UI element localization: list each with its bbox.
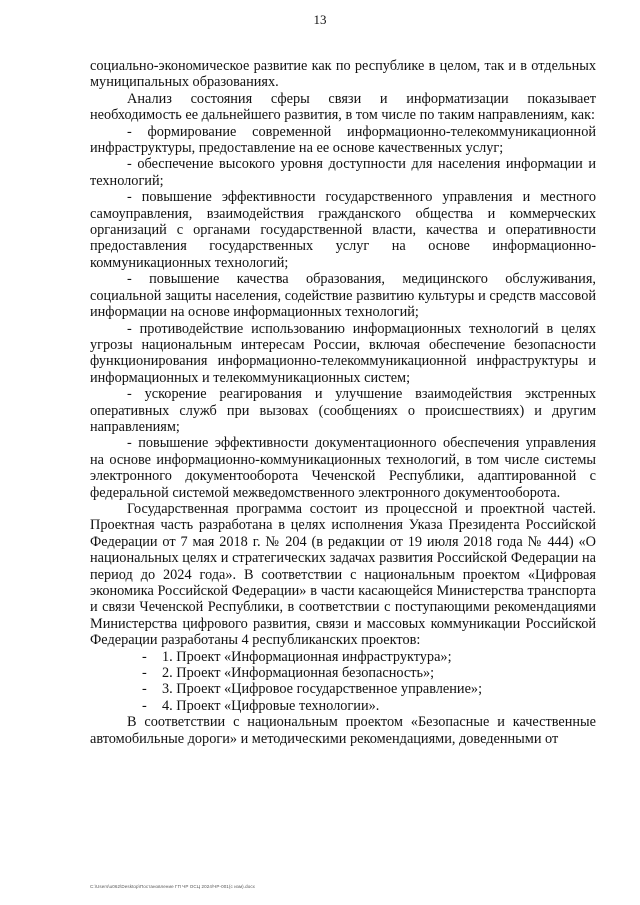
paragraph-continuation: социально-экономическое развитие как по республике в целом, так и в отдельных муниципальных образованиях. — [90, 58, 596, 91]
document-body — [90, 58, 596, 747]
paragraph-closing: В соответствии с национальным проектом «Безопасные и качественные автомобильные дороги» и методическими рекомендациями, доведенными от — [90, 714, 596, 747]
project-list-item: - 4. Проект «Цифровые технологии». — [142, 697, 380, 714]
direction-item-emergency: - ускорение реагирования и улучшение взаимодействия экстренных оперативных служб при вызовах (сообщениях о происшествиях) и другим направлениям; — [90, 386, 596, 435]
direction-item-social: - повышение качества образования, медицинского обслуживания, социальной защиты населения, содействие развитию культуры и средств массовой информации на основе информационных технологий; — [90, 271, 596, 321]
list-dash: - — [142, 665, 147, 682]
list-dash: - — [142, 697, 147, 714]
project-list — [90, 649, 596, 715]
list-dash: - — [142, 648, 147, 665]
file-path-footer: С:\Users\u062\Desktop\Постановление ГП ЧР ОСЦ 2024\ЧР-001(с изм).docx — [90, 884, 256, 889]
list-dash: - — [142, 681, 147, 698]
direction-item-accessibility: - обеспечение высокого уровня доступности для населения информации и технологий; — [90, 156, 596, 189]
project-list-item: - 3. Проект «Цифровое государственное управление»; — [142, 681, 483, 698]
direction-item-security: - противодействие использованию информационных технологий в целях угрозы национальным интересам России, включая обеспечение безопасности функционирования информационно-телекоммуникационной инфраструктуры и информационных и телекоммуникационных систем; — [90, 320, 596, 386]
project-list-item: - 2. Проект «Информационная безопасность»; — [142, 665, 435, 682]
page-number: 13 — [313, 12, 327, 27]
direction-item-infrastructure: - формирование современной информационно-телекоммуникационной инфраструктуры, предоставление на ее основе качественных услуг; — [90, 123, 596, 157]
direction-item-governance: - повышение эффективности государственного управления и местного самоуправления, взаимодействия гражданского общества и коммерческих организаций с органами государственной власти, качества и оперативности предоставления государственных услуг на основе информационно-коммуникационных технологий; — [90, 189, 596, 271]
direction-item-document-management: - повышение эффективности документационного обеспечения управления на основе информационно-коммуникационных технологий, в том числе системы электронного документооборота Чеченской Республики, адаптированной с федеральной системой межведомственного электронного документооборота. — [90, 435, 596, 501]
paragraph-state-program: Государственная программа состоит из процессной и проектной частей. Проектная часть разработана в целях исполнения Указа Президента Российской Федерации от 7 мая 2018 г. № 204 (в редакции от 19 июля 2018 года № 444) «О национальных целях и стратегических задачах развития Российской Федерации на период до 2024 года». В соответствии с национальным проектом «Цифровая экономика Российской Федерации» в части касающейся Министерства транспорта и связи Чеченской Республики, в соответствии с поступающими рекомендациями Министерства цифрового развития, связи и массовых коммуникации Российской Федерации разработаны 4 республиканских проектов: — [90, 500, 596, 649]
paragraph-analysis-intro: Анализ состояния сферы связи и информатизации показывает необходимость ее дальнейшего развития, в том числе по таким направлениям, как: — [90, 90, 596, 124]
project-list-item: - 1. Проект «Информационная инфраструктура»; — [142, 648, 452, 665]
